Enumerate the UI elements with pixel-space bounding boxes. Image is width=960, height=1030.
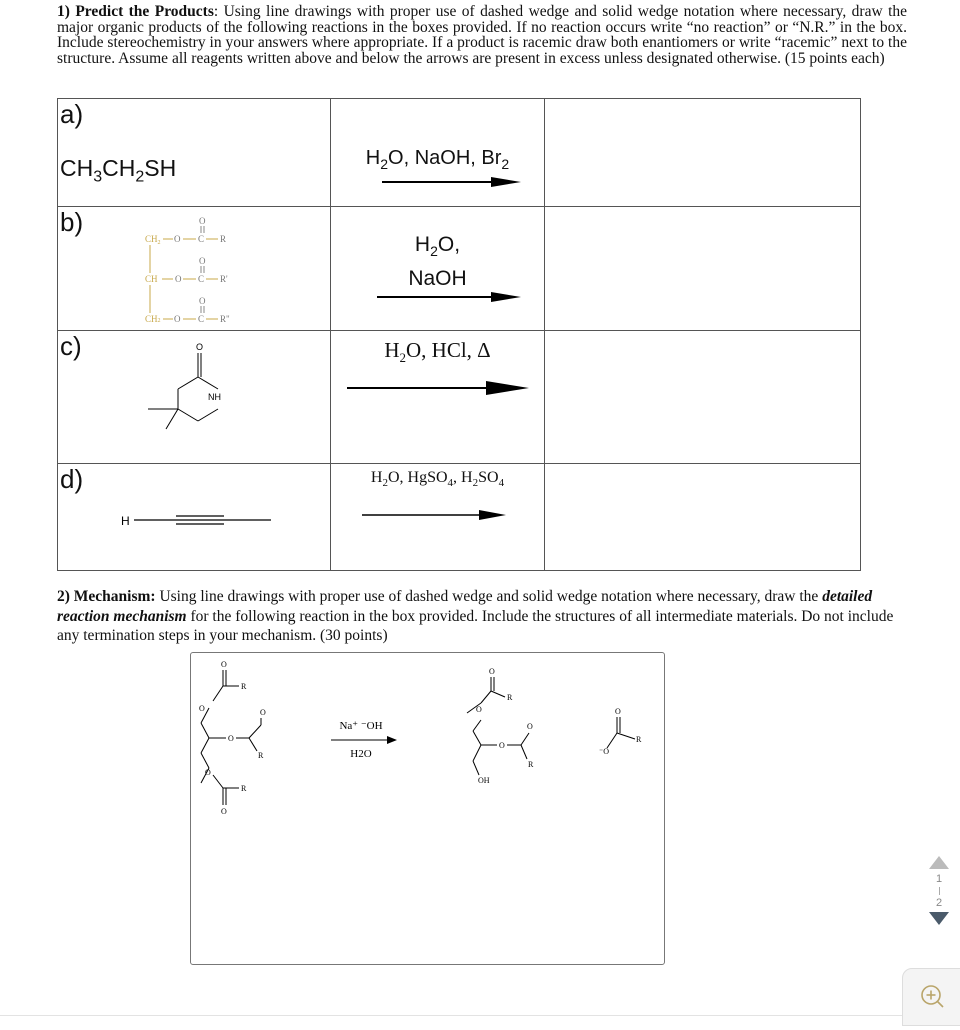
question-1-instructions <box>57 4 907 66</box>
svg-text:O: O <box>199 296 206 306</box>
svg-text:R: R <box>220 234 227 244</box>
conditions-cell-b <box>331 207 545 331</box>
svg-text:R: R <box>241 682 247 691</box>
conditions-d: $H_2O$, HgSO$_4$, $H_2SO_4$ <box>370 469 505 490</box>
question-2-instructions <box>57 587 907 646</box>
svg-text:CH2: $CH_2$ <box>145 234 161 246</box>
svg-text:O: O <box>196 342 204 352</box>
svg-text:O: O <box>174 314 181 324</box>
conditions-b: $H_2O$, NaOH <box>408 233 467 291</box>
reaction-arrow-a <box>331 169 544 193</box>
mechanism-answer-box[interactable] <box>190 652 665 965</box>
svg-text:O: O <box>221 660 227 669</box>
svg-text:R: R <box>258 751 264 760</box>
answer-box-d[interactable] <box>545 464 861 571</box>
svg-text:R: R <box>241 784 247 793</box>
reactant-cell-c <box>58 331 331 464</box>
alkyne-h-label: H <box>121 514 130 528</box>
reaction-label-d: d) <box>60 464 84 494</box>
svg-text:O: O <box>228 734 234 743</box>
svg-text:O: O <box>489 667 495 676</box>
svg-text:C: C <box>198 274 205 284</box>
svg-text:OH: OH <box>478 776 490 785</box>
svg-text:⁻O: ⁻O <box>599 747 609 756</box>
page-divider <box>939 887 940 895</box>
reactant-cell-a <box>58 99 331 207</box>
reactant-a-formula: $CH_3CH_2SH$ <box>60 155 177 186</box>
triangle-up-icon[interactable] <box>929 856 949 869</box>
page-number-1[interactable]: 1 <box>935 873 943 885</box>
svg-text:O: O <box>174 234 181 244</box>
nh-atom-label: NH <box>208 392 221 402</box>
reaction-arrow-b <box>331 285 544 309</box>
svg-text:O: O <box>221 807 227 816</box>
mechanism-reagent-above: Na⁺ ⁻OH <box>339 720 383 732</box>
svg-text:C: C <box>198 234 205 244</box>
reactant-cell-b <box>58 207 331 331</box>
svg-text:O: O <box>527 722 533 731</box>
reaction-row-b <box>58 207 861 331</box>
svg-text:R': R' <box>220 274 228 284</box>
question-2-title: 2) Mechanism: <box>57 588 156 605</box>
conditions-c: $H_2O$, HCl, Δ <box>384 338 491 366</box>
question-1-title: 1) Predict the Products <box>57 3 214 20</box>
reactant-cell-d <box>58 464 331 571</box>
conditions-a: $H_2O$, NaOH, $Br_2$ <box>365 147 510 172</box>
question-2-emphasis: detailed reaction mechanism <box>57 588 873 625</box>
svg-text:CH: CH <box>145 274 158 284</box>
lactam-structure <box>138 337 248 437</box>
reaction-row-d <box>58 464 861 571</box>
mechanism-scheme <box>191 653 664 964</box>
bottom-divider <box>0 1015 902 1016</box>
mechanism-reagent-below: H2O <box>350 748 372 760</box>
reaction-row-a <box>58 99 861 207</box>
question-2-text-part2: for the following reaction in the box provided. Include the structures of all intermediate materials. Do not include any termination steps in your mechanism. (30 points) <box>57 607 894 645</box>
reaction-arrow-d <box>331 504 544 528</box>
svg-text:O: O <box>175 274 182 284</box>
svg-text:O: O <box>499 741 505 750</box>
svg-text:R": R" <box>220 314 230 324</box>
triglyceride-structure <box>138 209 248 329</box>
page-navigator <box>928 856 950 925</box>
answer-box-b[interactable] <box>545 207 861 331</box>
svg-text:O: O <box>199 704 205 713</box>
svg-text:O: O <box>199 256 206 266</box>
zoom-button[interactable] <box>902 968 960 1026</box>
conditions-cell-c <box>331 331 545 464</box>
conditions-cell-d <box>331 464 545 571</box>
svg-text:O: O <box>260 708 266 717</box>
svg-text:R: R <box>636 735 642 744</box>
zoom-in-icon <box>903 969 960 1025</box>
conditions-cell-a <box>331 99 545 207</box>
svg-text:R: R <box>528 760 534 769</box>
svg-text:O: O <box>476 705 482 714</box>
reaction-arrow-c <box>331 376 544 400</box>
triangle-down-icon[interactable] <box>929 912 949 925</box>
question-2-text-part1: Using line drawings with proper use of dashed wedge and solid wedge notation where necessary, draw the <box>155 588 823 605</box>
svg-text:O: O <box>199 216 206 226</box>
reaction-label-b: b) <box>60 207 84 237</box>
question-1-text: : Using line drawings with proper use of dashed wedge and solid wedge notation where necessary, draw the major organic products of the following reactions in the boxes provided. If no reaction occurs write “no reaction” or “N.R.” in the box. Include stereochemistry in your answers where appropriate. If a product is racemic draw both enantiomers or write “racemic” next to the structure. Assume all reagents written above and below the arrows are present in excess unless designated otherwise. (15 points each) <box>57 3 908 67</box>
answer-box-c[interactable] <box>545 331 861 464</box>
reaction-label-a: a) <box>60 99 84 129</box>
svg-text:R: R <box>507 693 513 702</box>
svg-text:O: O <box>205 768 211 777</box>
alkyne-structure <box>118 508 278 532</box>
answer-box-a[interactable] <box>545 99 861 207</box>
svg-text:C: C <box>198 314 205 324</box>
reaction-row-c <box>58 331 861 464</box>
reaction-table <box>57 98 861 571</box>
svg-text:O: O <box>615 707 621 716</box>
reaction-label-c: c) <box>60 331 82 361</box>
page-number-2[interactable]: 2 <box>935 897 943 909</box>
svg-text:CH2: CH2 <box>145 314 161 324</box>
